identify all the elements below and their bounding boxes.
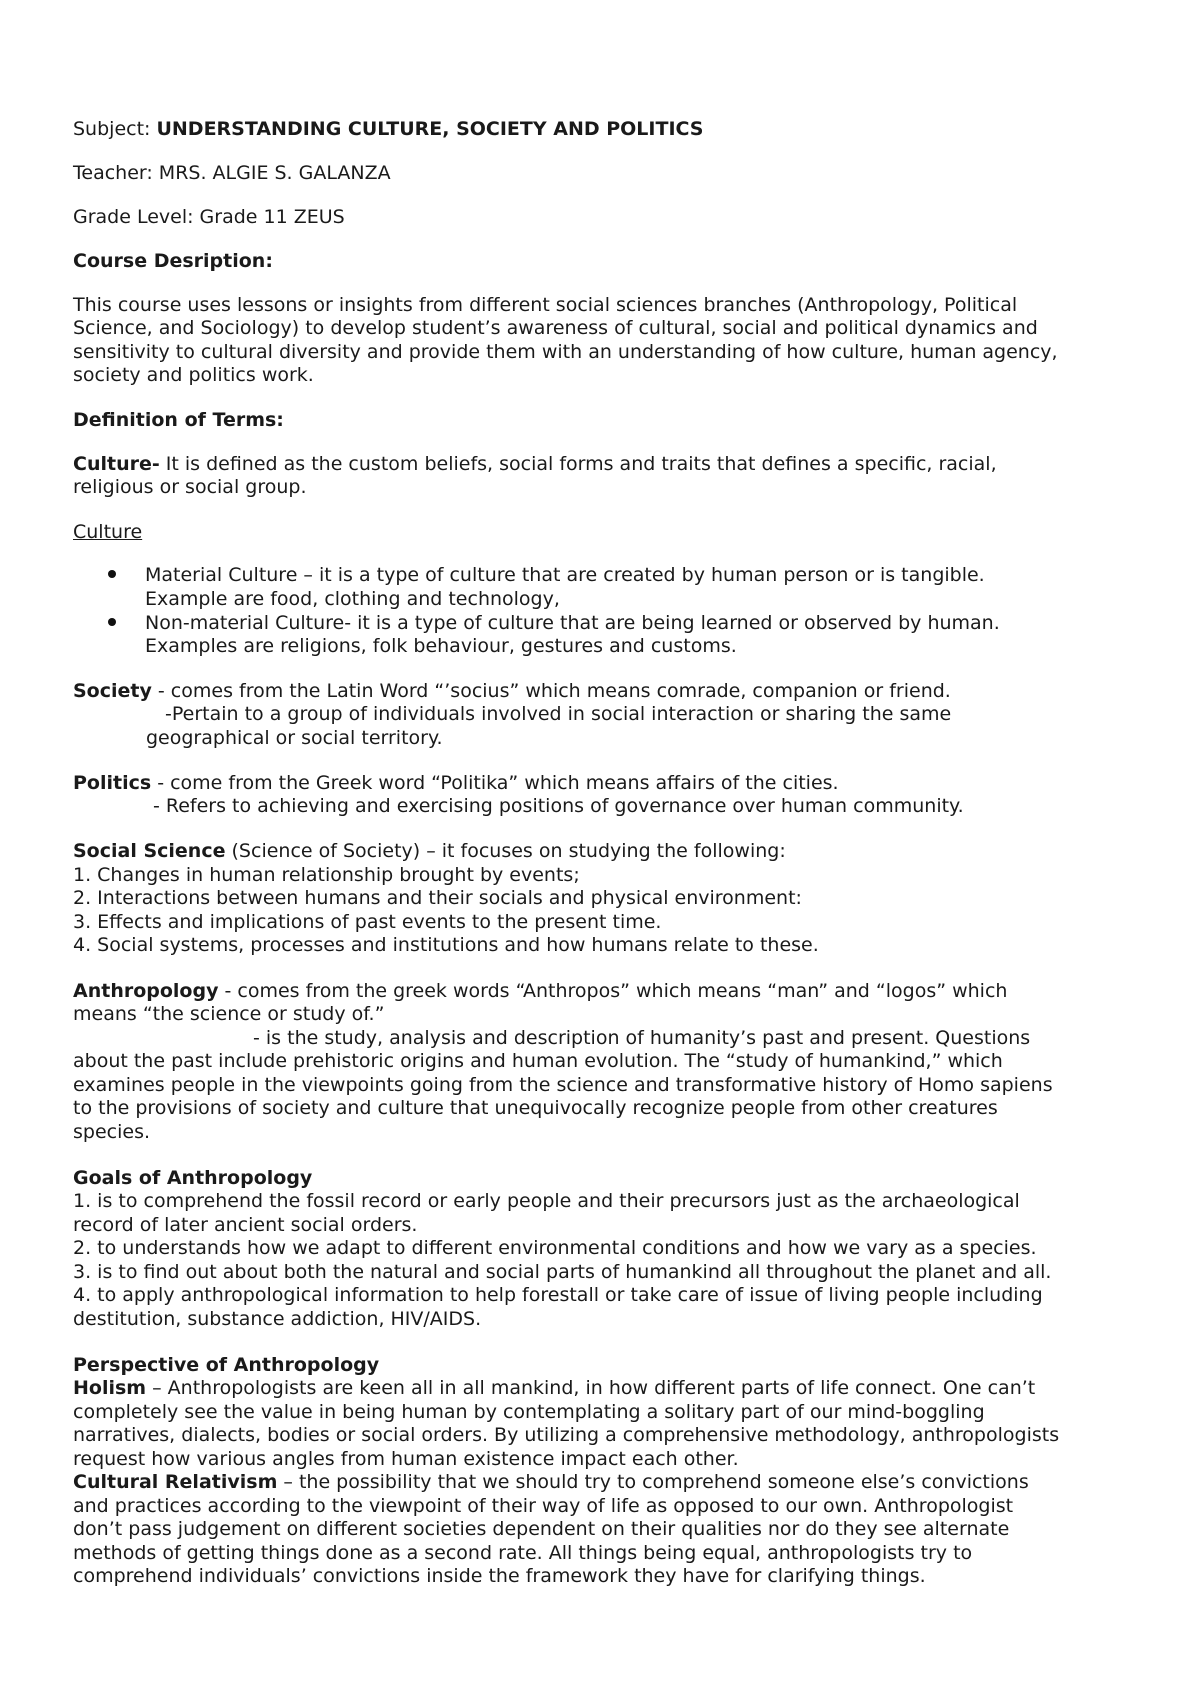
numbered-item: 3. Effects and implications of past events to the present time.: [73, 911, 662, 933]
culture-term: Culture-: [73, 453, 160, 475]
subject-label: Subject:: [73, 118, 157, 140]
relativism-line: comprehend individuals’ convictions inside the framework they have for clarifying things.: [73, 1565, 926, 1587]
anthropology-line: Anthropology - comes from the greek words “Anthropos” which means “man” and “logos” which: [73, 980, 1008, 1002]
culture-heading: Culture: [73, 521, 143, 543]
anthropology-line: about the past include prehistoric origins and human evolution. The “study of humankind,” which: [73, 1050, 1003, 1072]
relativism-line: and practices according to the viewpoint of their way of life as opposed to our own. Anthropologist: [73, 1495, 1014, 1517]
social-science-term: Social Science: [73, 840, 226, 862]
anthropology-line: species.: [73, 1121, 151, 1143]
numbered-item: 4. Social systems, processes and institutions and how humans relate to these.: [73, 934, 819, 956]
goals-line: 4. to apply anthropological information to help forestall or take care of issue of living people including: [73, 1284, 1043, 1306]
relativism-line: Cultural Relativism – the possibility that we should try to comprehend someone else’s convictions: [73, 1471, 1029, 1493]
subject-value: UNDERSTANDING CULTURE, SOCIETY AND POLITICS: [156, 118, 704, 140]
goals-line: destitution, substance addiction, HIV/AIDS.: [73, 1308, 482, 1330]
anthropology-line: means “the science or study of.”: [73, 1003, 385, 1025]
numbered-item: 1. Changes in human relationship brought by events;: [73, 864, 580, 886]
politics-term: Politics: [73, 772, 152, 794]
course-text-line: sensitivity to cultural diversity and provide them with an understanding of how culture, human agency,: [73, 341, 1058, 363]
relativism-line: don’t pass judgement on different societies dependent on their qualities nor do they see alternate: [73, 1518, 1010, 1540]
goals-heading: Goals of Anthropology: [73, 1167, 313, 1189]
bullet-icon: [108, 570, 116, 578]
holism-term: Holism: [73, 1377, 147, 1399]
bullet-item-continued: Example are food, clothing and technology,: [145, 588, 560, 610]
holism-line: completely see the value in being human by contemplating a solitary part of our mind-boggling: [73, 1401, 985, 1423]
culture-definition-line: religious or social group.: [73, 476, 307, 498]
anthropology-line: - is the study, analysis and description of humanity’s past and present. Questions: [253, 1027, 1031, 1049]
holism-line: request how various angles from human existence impact each other.: [73, 1448, 739, 1470]
anthropology-line: to the provisions of society and culture that unequivocally recognize people from other creatures: [73, 1097, 998, 1119]
goals-line: record of later ancient social orders.: [73, 1214, 418, 1236]
goals-line: 1. is to comprehend the fossil record or early people and their precursors just as the archaeological: [73, 1190, 1020, 1212]
numbered-item: 2. Interactions between humans and their socials and physical environment:: [73, 887, 802, 909]
bullet-item-continued: Examples are religions, folk behaviour, gestures and customs.: [145, 635, 737, 657]
subject-line: [73, 118, 704, 141]
bullet-item: Non-material Culture- it is a type of culture that are being learned or observed by human.: [145, 612, 1000, 634]
society-line: Society - comes from the Latin Word “’socius” which means comrade, companion or friend.: [73, 680, 951, 702]
anthropology-term: Anthropology: [73, 980, 219, 1002]
perspective-heading: Perspective of Anthropology: [73, 1354, 380, 1376]
definitions-heading: Definition of Terms:: [73, 409, 284, 431]
holism-line: Holism – Anthropologists are keen all in all mankind, in how different parts of life connect. One can’t: [73, 1377, 1036, 1399]
course-text-line: Science, and Sociology) to develop student’s awareness of cultural, social and political dynamics and: [73, 317, 1038, 339]
society-line: -Pertain to a group of individuals involved in social interaction or sharing the same: [165, 703, 952, 725]
anthropology-line: examines people in the viewpoints going from the science and transformative history of Homo sapiens: [73, 1074, 1053, 1096]
culture-definition-line: Culture- It is defined as the custom beliefs, social forms and traits that defines a specific, racial,: [73, 453, 997, 475]
relativism-line: methods of getting things done as a second rate. All things being equal, anthropologists try to: [73, 1542, 973, 1564]
society-term: Society: [73, 680, 152, 702]
course-text-line: This course uses lessons or insights from different social sciences branches (Anthropology, Political: [73, 294, 1018, 316]
goals-line: 2. to understands how we adapt to different environmental conditions and how we vary as a species.: [73, 1237, 1037, 1259]
bullet-item: Material Culture – it is a type of culture that are created by human person or is tangible.: [145, 564, 985, 586]
politics-line: - Refers to achieving and exercising positions of governance over human community.: [153, 795, 964, 817]
society-line: geographical or social territory.: [146, 727, 443, 749]
holism-line: narratives, dialects, bodies or social orders. By utilizing a comprehensive methodology, anthropologists: [73, 1424, 1060, 1446]
teacher-line: Teacher: MRS. ALGIE S. GALANZA: [73, 162, 391, 184]
politics-line: Politics - come from the Greek word “Politika” which means affairs of the cities.: [73, 772, 839, 794]
course-text-line: society and politics work.: [73, 364, 314, 386]
grade-level-line: Grade Level: Grade 11 ZEUS: [73, 206, 345, 228]
goals-line: 3. is to find out about both the natural and social parts of humankind all throughout the planet and all.: [73, 1261, 1052, 1283]
course-heading: Course Desription:: [73, 250, 273, 272]
bullet-icon: [108, 618, 116, 626]
social-science-line: Social Science (Science of Society) – it focuses on studying the following:: [73, 840, 786, 862]
relativism-term: Cultural Relativism: [73, 1471, 278, 1493]
